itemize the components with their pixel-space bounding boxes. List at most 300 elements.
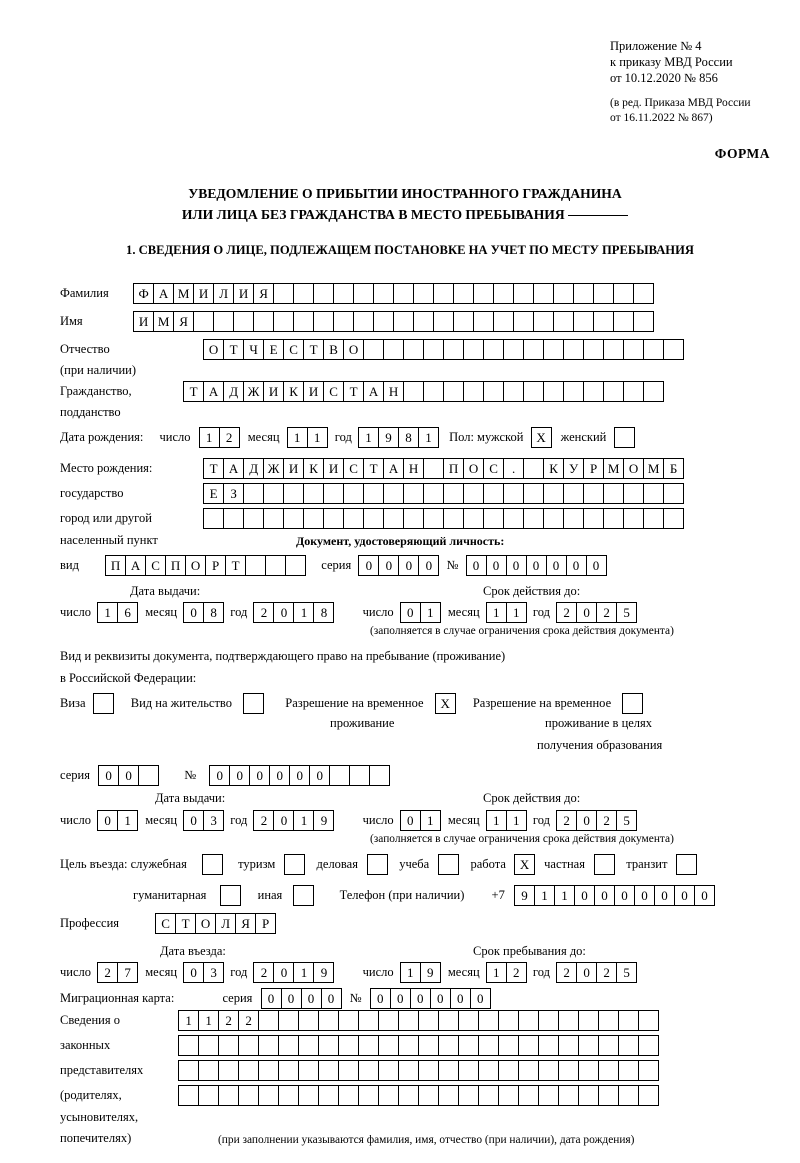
- form-cell[interactable]: 1: [534, 885, 555, 906]
- form-cell[interactable]: 2: [219, 427, 240, 448]
- form-cell[interactable]: 8: [313, 602, 334, 623]
- form-cell[interactable]: 1: [97, 602, 118, 623]
- form-cell[interactable]: [343, 508, 364, 529]
- form-cell[interactable]: [503, 508, 524, 529]
- form-cell[interactable]: .: [503, 458, 524, 479]
- stay-valid-day-cells[interactable]: [400, 810, 441, 831]
- form-cell[interactable]: 0: [118, 765, 139, 786]
- form-cell[interactable]: [463, 381, 484, 402]
- form-cell[interactable]: Ф: [133, 283, 154, 304]
- form-cell[interactable]: [293, 283, 314, 304]
- form-cell[interactable]: 1: [506, 602, 527, 623]
- form-cell[interactable]: [313, 283, 334, 304]
- purpose-humanitarian-checkbox[interactable]: [220, 885, 241, 906]
- form-cell[interactable]: Т: [183, 381, 204, 402]
- sex-female-checkbox[interactable]: [614, 427, 635, 448]
- form-cell[interactable]: [413, 311, 434, 332]
- form-cell[interactable]: 1: [293, 962, 314, 983]
- form-cell[interactable]: 5: [616, 962, 637, 983]
- purpose-private-checkbox[interactable]: [594, 854, 615, 875]
- form-cell[interactable]: 9: [514, 885, 535, 906]
- form-cell[interactable]: [298, 1085, 319, 1106]
- form-cell[interactable]: 9: [313, 962, 334, 983]
- form-cell[interactable]: [623, 339, 644, 360]
- doc-issue-day-cells[interactable]: [97, 602, 138, 623]
- form-cell[interactable]: [265, 555, 286, 576]
- form-cell[interactable]: [238, 1035, 259, 1056]
- form-cell[interactable]: Л: [213, 283, 234, 304]
- form-cell[interactable]: [378, 1060, 399, 1081]
- form-cell[interactable]: У: [563, 458, 584, 479]
- form-cell[interactable]: [553, 311, 574, 332]
- form-cell[interactable]: [423, 508, 444, 529]
- form-cell[interactable]: [598, 1035, 619, 1056]
- form-cell[interactable]: [663, 339, 684, 360]
- form-cell[interactable]: 8: [203, 602, 224, 623]
- birthplace-city-cells-2[interactable]: [203, 508, 684, 529]
- form-cell[interactable]: [223, 508, 244, 529]
- form-cell[interactable]: 6: [117, 602, 138, 623]
- form-cell[interactable]: [478, 1060, 499, 1081]
- form-cell[interactable]: [323, 508, 344, 529]
- form-cell[interactable]: С: [145, 555, 166, 576]
- form-cell[interactable]: [178, 1060, 199, 1081]
- form-cell[interactable]: Е: [263, 339, 284, 360]
- form-cell[interactable]: [603, 339, 624, 360]
- form-cell[interactable]: [273, 311, 294, 332]
- form-cell[interactable]: [398, 1010, 419, 1031]
- stay-issue-year-cells[interactable]: [253, 810, 334, 831]
- form-cell[interactable]: [418, 1060, 439, 1081]
- form-cell[interactable]: [233, 311, 254, 332]
- form-cell[interactable]: 2: [238, 1010, 259, 1031]
- form-cell[interactable]: 0: [273, 602, 294, 623]
- form-cell[interactable]: [338, 1085, 359, 1106]
- form-cell[interactable]: З: [223, 483, 244, 504]
- form-cell[interactable]: [478, 1035, 499, 1056]
- form-cell[interactable]: [483, 381, 504, 402]
- form-cell[interactable]: 0: [586, 555, 607, 576]
- form-cell[interactable]: [373, 311, 394, 332]
- form-cell[interactable]: [523, 381, 544, 402]
- form-cell[interactable]: 0: [450, 988, 471, 1009]
- form-cell[interactable]: 1: [293, 810, 314, 831]
- form-cell[interactable]: [393, 311, 414, 332]
- form-cell[interactable]: [638, 1085, 659, 1106]
- form-cell[interactable]: 0: [614, 885, 635, 906]
- form-cell[interactable]: [403, 508, 424, 529]
- form-cell[interactable]: [358, 1010, 379, 1031]
- form-cell[interactable]: [578, 1085, 599, 1106]
- form-cell[interactable]: [498, 1035, 519, 1056]
- form-cell[interactable]: [373, 283, 394, 304]
- education-residence-checkbox[interactable]: [622, 693, 643, 714]
- form-cell[interactable]: [278, 1060, 299, 1081]
- form-cell[interactable]: [533, 311, 554, 332]
- doc-issue-month-cells[interactable]: [183, 602, 224, 623]
- form-cell[interactable]: [623, 508, 644, 529]
- form-cell[interactable]: 0: [654, 885, 675, 906]
- form-cell[interactable]: [463, 483, 484, 504]
- form-cell[interactable]: [643, 508, 664, 529]
- name-cells[interactable]: [133, 311, 654, 332]
- form-cell[interactable]: [323, 483, 344, 504]
- form-cell[interactable]: [338, 1060, 359, 1081]
- temporary-residence-checkbox[interactable]: X: [435, 693, 456, 714]
- form-cell[interactable]: [243, 483, 264, 504]
- form-cell[interactable]: [278, 1085, 299, 1106]
- form-cell[interactable]: 2: [97, 962, 118, 983]
- legal-row-2-cells[interactable]: [178, 1035, 659, 1056]
- form-cell[interactable]: [458, 1010, 479, 1031]
- form-cell[interactable]: [553, 283, 574, 304]
- purpose-tourism-checkbox[interactable]: [284, 854, 305, 875]
- form-cell[interactable]: И: [233, 283, 254, 304]
- form-cell[interactable]: [543, 381, 564, 402]
- form-cell[interactable]: 0: [674, 885, 695, 906]
- form-cell[interactable]: [298, 1010, 319, 1031]
- form-cell[interactable]: 2: [506, 962, 527, 983]
- form-cell[interactable]: 0: [546, 555, 567, 576]
- doc-number-cells[interactable]: [466, 555, 607, 576]
- form-cell[interactable]: [218, 1085, 239, 1106]
- form-cell[interactable]: [349, 765, 370, 786]
- form-cell[interactable]: [258, 1035, 279, 1056]
- form-cell[interactable]: 8: [398, 427, 419, 448]
- form-cell[interactable]: С: [155, 913, 176, 934]
- form-cell[interactable]: [663, 508, 684, 529]
- form-cell[interactable]: [318, 1035, 339, 1056]
- form-cell[interactable]: [618, 1085, 639, 1106]
- form-cell[interactable]: [523, 339, 544, 360]
- form-cell[interactable]: 0: [358, 555, 379, 576]
- form-cell[interactable]: 0: [273, 962, 294, 983]
- form-cell[interactable]: [518, 1035, 539, 1056]
- form-cell[interactable]: В: [323, 339, 344, 360]
- form-cell[interactable]: [523, 483, 544, 504]
- form-cell[interactable]: 0: [594, 885, 615, 906]
- form-cell[interactable]: 0: [486, 555, 507, 576]
- form-cell[interactable]: 2: [253, 602, 274, 623]
- form-cell[interactable]: [383, 339, 404, 360]
- form-cell[interactable]: [513, 311, 534, 332]
- form-cell[interactable]: [438, 1035, 459, 1056]
- form-cell[interactable]: О: [195, 913, 216, 934]
- surname-cells[interactable]: [133, 283, 654, 304]
- form-cell[interactable]: [283, 483, 304, 504]
- form-cell[interactable]: [543, 508, 564, 529]
- form-cell[interactable]: [598, 1060, 619, 1081]
- form-cell[interactable]: М: [643, 458, 664, 479]
- form-cell[interactable]: [563, 483, 584, 504]
- doc-valid-day-cells[interactable]: [400, 602, 441, 623]
- citizenship-cells[interactable]: [183, 381, 664, 402]
- form-cell[interactable]: Я: [253, 283, 274, 304]
- form-cell[interactable]: 0: [400, 810, 421, 831]
- form-cell[interactable]: М: [173, 283, 194, 304]
- form-cell[interactable]: О: [343, 339, 364, 360]
- form-cell[interactable]: [253, 311, 274, 332]
- purpose-official-checkbox[interactable]: [202, 854, 223, 875]
- form-cell[interactable]: [218, 1035, 239, 1056]
- form-cell[interactable]: [285, 555, 306, 576]
- form-cell[interactable]: М: [603, 458, 624, 479]
- form-cell[interactable]: Б: [663, 458, 684, 479]
- form-cell[interactable]: 0: [269, 765, 290, 786]
- form-cell[interactable]: [478, 1085, 499, 1106]
- form-cell[interactable]: 0: [370, 988, 391, 1009]
- form-cell[interactable]: [378, 1035, 399, 1056]
- form-cell[interactable]: 1: [486, 810, 507, 831]
- form-cell[interactable]: Н: [383, 381, 404, 402]
- form-cell[interactable]: [303, 483, 324, 504]
- form-cell[interactable]: [423, 483, 444, 504]
- form-cell[interactable]: [643, 339, 664, 360]
- form-cell[interactable]: Ж: [243, 381, 264, 402]
- legal-row-4-cells[interactable]: [178, 1085, 659, 1106]
- form-cell[interactable]: 1: [178, 1010, 199, 1031]
- form-cell[interactable]: А: [363, 381, 384, 402]
- form-cell[interactable]: [573, 311, 594, 332]
- form-cell[interactable]: [578, 1010, 599, 1031]
- form-cell[interactable]: [358, 1035, 379, 1056]
- form-cell[interactable]: [378, 1085, 399, 1106]
- form-cell[interactable]: [393, 283, 414, 304]
- form-cell[interactable]: 0: [694, 885, 715, 906]
- form-cell[interactable]: О: [185, 555, 206, 576]
- form-cell[interactable]: [518, 1060, 539, 1081]
- doc-issue-year-cells[interactable]: [253, 602, 334, 623]
- form-cell[interactable]: 5: [616, 602, 637, 623]
- form-cell[interactable]: 0: [470, 988, 491, 1009]
- form-cell[interactable]: [453, 283, 474, 304]
- form-cell[interactable]: [513, 283, 534, 304]
- form-cell[interactable]: [598, 1010, 619, 1031]
- form-cell[interactable]: 0: [526, 555, 547, 576]
- form-cell[interactable]: [343, 483, 364, 504]
- form-cell[interactable]: [369, 765, 390, 786]
- form-cell[interactable]: И: [193, 283, 214, 304]
- patronymic-cells[interactable]: [203, 339, 684, 360]
- form-cell[interactable]: [538, 1035, 559, 1056]
- form-cell[interactable]: [558, 1035, 579, 1056]
- form-cell[interactable]: О: [623, 458, 644, 479]
- form-cell[interactable]: 0: [576, 810, 597, 831]
- form-cell[interactable]: 0: [281, 988, 302, 1009]
- stay-day-cells[interactable]: [400, 962, 441, 983]
- form-cell[interactable]: [443, 483, 464, 504]
- form-cell[interactable]: [598, 1085, 619, 1106]
- form-cell[interactable]: [558, 1085, 579, 1106]
- form-cell[interactable]: [383, 483, 404, 504]
- form-cell[interactable]: 0: [249, 765, 270, 786]
- form-cell[interactable]: [198, 1085, 219, 1106]
- form-cell[interactable]: И: [323, 458, 344, 479]
- form-cell[interactable]: [483, 483, 504, 504]
- migration-number-cells[interactable]: [370, 988, 491, 1009]
- form-cell[interactable]: А: [153, 283, 174, 304]
- form-cell[interactable]: К: [283, 381, 304, 402]
- form-cell[interactable]: 0: [566, 555, 587, 576]
- form-cell[interactable]: [198, 1035, 219, 1056]
- form-cell[interactable]: 1: [358, 427, 379, 448]
- form-cell[interactable]: 0: [390, 988, 411, 1009]
- form-cell[interactable]: [563, 508, 584, 529]
- form-cell[interactable]: [318, 1010, 339, 1031]
- form-cell[interactable]: 0: [183, 962, 204, 983]
- form-cell[interactable]: [593, 311, 614, 332]
- form-cell[interactable]: О: [203, 339, 224, 360]
- form-cell[interactable]: А: [203, 381, 224, 402]
- form-cell[interactable]: [398, 1060, 419, 1081]
- form-cell[interactable]: И: [283, 458, 304, 479]
- form-cell[interactable]: Е: [203, 483, 224, 504]
- form-cell[interactable]: 1: [506, 810, 527, 831]
- form-cell[interactable]: 0: [634, 885, 655, 906]
- form-cell[interactable]: [558, 1010, 579, 1031]
- form-cell[interactable]: [503, 339, 524, 360]
- form-cell[interactable]: 0: [410, 988, 431, 1009]
- form-cell[interactable]: [238, 1060, 259, 1081]
- form-cell[interactable]: [603, 381, 624, 402]
- form-cell[interactable]: Н: [403, 458, 424, 479]
- form-cell[interactable]: Ч: [243, 339, 264, 360]
- form-cell[interactable]: Я: [173, 311, 194, 332]
- form-cell[interactable]: 1: [420, 810, 441, 831]
- form-cell[interactable]: 0: [261, 988, 282, 1009]
- stay-valid-year-cells[interactable]: [556, 810, 637, 831]
- form-cell[interactable]: [278, 1035, 299, 1056]
- form-cell[interactable]: [618, 1010, 639, 1031]
- form-cell[interactable]: [178, 1035, 199, 1056]
- form-cell[interactable]: 1: [117, 810, 138, 831]
- form-cell[interactable]: О: [463, 458, 484, 479]
- stay-number-cells[interactable]: [209, 765, 390, 786]
- form-cell[interactable]: М: [153, 311, 174, 332]
- form-cell[interactable]: [333, 283, 354, 304]
- form-cell[interactable]: 1: [486, 962, 507, 983]
- form-cell[interactable]: С: [343, 458, 364, 479]
- form-cell[interactable]: [463, 508, 484, 529]
- residence-permit-checkbox[interactable]: [243, 693, 264, 714]
- form-cell[interactable]: С: [323, 381, 344, 402]
- form-cell[interactable]: 0: [97, 810, 118, 831]
- form-cell[interactable]: [638, 1060, 659, 1081]
- stay-issue-day-cells[interactable]: [97, 810, 138, 831]
- form-cell[interactable]: [523, 508, 544, 529]
- form-cell[interactable]: [463, 339, 484, 360]
- form-cell[interactable]: [563, 339, 584, 360]
- form-cell[interactable]: [443, 339, 464, 360]
- form-cell[interactable]: К: [303, 458, 324, 479]
- form-cell[interactable]: Я: [235, 913, 256, 934]
- form-cell[interactable]: И: [303, 381, 324, 402]
- form-cell[interactable]: 2: [596, 962, 617, 983]
- form-cell[interactable]: [263, 508, 284, 529]
- form-cell[interactable]: [638, 1035, 659, 1056]
- purpose-business-checkbox[interactable]: [367, 854, 388, 875]
- form-cell[interactable]: 2: [596, 602, 617, 623]
- form-cell[interactable]: Т: [203, 458, 224, 479]
- legal-row-3-cells[interactable]: [178, 1060, 659, 1081]
- form-cell[interactable]: А: [125, 555, 146, 576]
- form-cell[interactable]: 1: [293, 602, 314, 623]
- form-cell[interactable]: [218, 1060, 239, 1081]
- form-cell[interactable]: 9: [313, 810, 334, 831]
- form-cell[interactable]: [498, 1060, 519, 1081]
- form-cell[interactable]: 3: [203, 962, 224, 983]
- form-cell[interactable]: [623, 381, 644, 402]
- form-cell[interactable]: 0: [309, 765, 330, 786]
- form-cell[interactable]: 0: [430, 988, 451, 1009]
- form-cell[interactable]: [618, 1035, 639, 1056]
- form-cell[interactable]: 1: [418, 427, 439, 448]
- form-cell[interactable]: [443, 381, 464, 402]
- birth-month-cells[interactable]: [287, 427, 328, 448]
- form-cell[interactable]: [213, 311, 234, 332]
- purpose-work-checkbox[interactable]: X: [514, 854, 535, 875]
- form-cell[interactable]: [493, 283, 514, 304]
- form-cell[interactable]: [258, 1010, 279, 1031]
- stay-series-cells[interactable]: [98, 765, 159, 786]
- stay-month-cells[interactable]: [486, 962, 527, 983]
- form-cell[interactable]: И: [263, 381, 284, 402]
- form-cell[interactable]: 2: [556, 810, 577, 831]
- form-cell[interactable]: К: [543, 458, 564, 479]
- form-cell[interactable]: [338, 1035, 359, 1056]
- form-cell[interactable]: [403, 381, 424, 402]
- form-cell[interactable]: [518, 1010, 539, 1031]
- form-cell[interactable]: [578, 1060, 599, 1081]
- form-cell[interactable]: 1: [199, 427, 220, 448]
- form-cell[interactable]: П: [105, 555, 126, 576]
- form-cell[interactable]: 0: [229, 765, 250, 786]
- form-cell[interactable]: Т: [175, 913, 196, 934]
- form-cell[interactable]: [198, 1060, 219, 1081]
- birthplace-city-cells[interactable]: [203, 483, 684, 504]
- form-cell[interactable]: [558, 1060, 579, 1081]
- form-cell[interactable]: [533, 283, 554, 304]
- form-cell[interactable]: 0: [400, 602, 421, 623]
- form-cell[interactable]: [523, 458, 544, 479]
- form-cell[interactable]: [378, 1010, 399, 1031]
- form-cell[interactable]: [363, 508, 384, 529]
- form-cell[interactable]: [503, 483, 524, 504]
- form-cell[interactable]: Р: [205, 555, 226, 576]
- form-cell[interactable]: [418, 1085, 439, 1106]
- form-cell[interactable]: А: [223, 458, 244, 479]
- form-cell[interactable]: [433, 311, 454, 332]
- form-cell[interactable]: [423, 381, 444, 402]
- form-cell[interactable]: С: [483, 458, 504, 479]
- form-cell[interactable]: [438, 1085, 459, 1106]
- form-cell[interactable]: 5: [616, 810, 637, 831]
- stay-valid-month-cells[interactable]: [486, 810, 527, 831]
- form-cell[interactable]: [543, 339, 564, 360]
- form-cell[interactable]: Т: [363, 458, 384, 479]
- form-cell[interactable]: 0: [506, 555, 527, 576]
- form-cell[interactable]: [258, 1085, 279, 1106]
- form-cell[interactable]: 1: [554, 885, 575, 906]
- form-cell[interactable]: [243, 508, 264, 529]
- form-cell[interactable]: [458, 1060, 479, 1081]
- form-cell[interactable]: Т: [223, 339, 244, 360]
- form-cell[interactable]: [278, 1010, 299, 1031]
- form-cell[interactable]: [353, 311, 374, 332]
- form-cell[interactable]: 0: [576, 962, 597, 983]
- form-cell[interactable]: [318, 1060, 339, 1081]
- form-cell[interactable]: 9: [420, 962, 441, 983]
